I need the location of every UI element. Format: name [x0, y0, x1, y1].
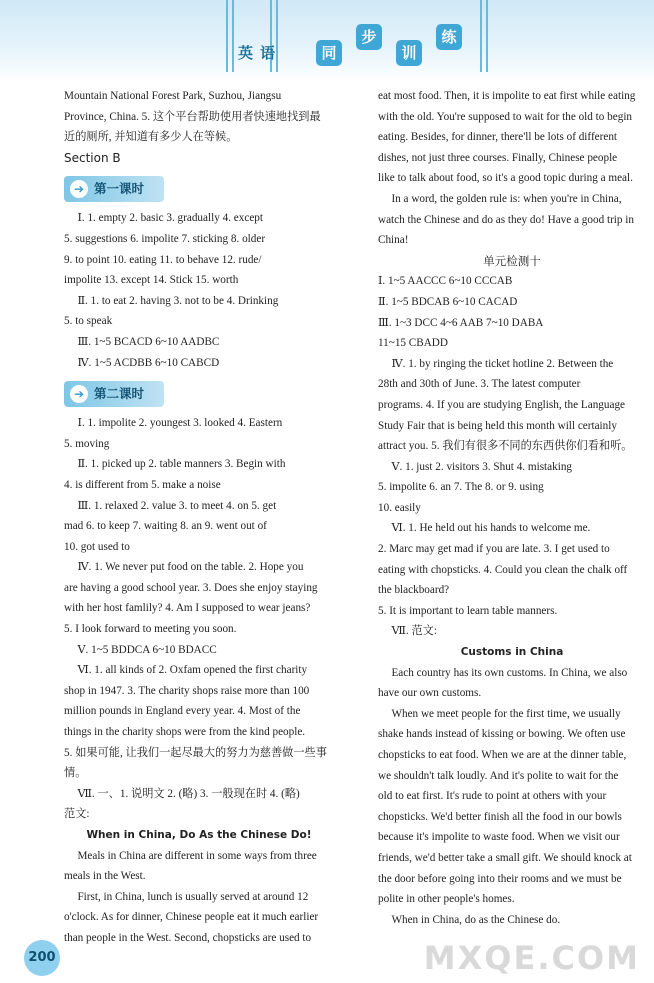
text-line: Meals in China are different in some ways from three [77, 849, 317, 862]
text-line: 10. easily [378, 501, 421, 514]
text-line: like to talk about food, so it's a good topic during a meal. [378, 172, 633, 185]
text-line: Ⅲ. 1. relaxed 2. value 3. to meet 4. on 5. get [77, 499, 277, 512]
header-char-box: 练 [436, 24, 462, 50]
text-line: 4. is different from 5. make a noise [64, 478, 221, 491]
lesson-1-banner [64, 176, 164, 202]
text-line: million pounds in England every year. 4. Most of the [64, 705, 301, 718]
header-char-box: 同 [316, 40, 342, 66]
text-line: Ⅶ. 一、1. 说明文 2. (略) 3. 一般现在时 4. (略) [77, 787, 300, 800]
text-line: 5. I look forward to meeting you soon. [64, 623, 237, 636]
header-rule [480, 0, 482, 72]
text-line: because it's impolite to waste food. When we visit our [378, 831, 620, 844]
text-line: Mountain National Forest Park, Suzhou, Jiangsu [64, 90, 282, 102]
text-line: In a word, the golden rule is: when you're in China, [391, 192, 622, 205]
text-line: 范文: [64, 808, 90, 821]
text-line: shake hands instead of kissing or bowing. We often use [378, 728, 626, 741]
text-line: 28th and 30th of June. 3. The latest computer [378, 378, 581, 391]
text-line: dishes, not just three courses. Finally, Chinese people [378, 151, 618, 164]
text-line: China! [378, 234, 409, 247]
text-line: with the old. You're supposed to wait for the old to begin [378, 110, 633, 123]
text-line: have our own customs. [378, 687, 482, 700]
text-line: When in China, do as the Chinese do. [391, 913, 561, 926]
page-header [0, 0, 654, 82]
text-line: we shouldn't talk loudly. And it's polite to wait for the [378, 769, 619, 782]
text-line: Ⅶ. 范文: [391, 625, 437, 638]
text-line: Ⅱ. 1~5 BDCAB 6~10 CACAD [378, 295, 518, 308]
text-line: 5. to speak [64, 315, 113, 328]
header-rule [486, 0, 488, 72]
header-rule [226, 0, 228, 72]
text-line: Ⅵ. 1. all kinds of 2. Oxfam opened the first charity [77, 664, 308, 677]
header-rule [232, 0, 234, 72]
text-line: programs. 4. If you are studying English, the Language [378, 398, 625, 411]
text-line: o'clock. As for dinner, Chinese people eat it much earlier [64, 911, 319, 924]
header-char-box: 训 [396, 40, 422, 66]
unit-test-title: 单元检测十 [483, 253, 541, 268]
text-line: Ⅵ. 1. He held out his hands to welcome me. [391, 522, 591, 535]
text-line: eat most food. Then, it is impolite to eat first while eating [378, 90, 636, 102]
essay-title: When in China, Do As the Chinese Do! [86, 829, 312, 841]
text-line: Each country has its own customs. In China, we also [391, 666, 628, 679]
text-line: Ⅱ. 1. to eat 2. having 3. not to be 4. Drinking [77, 294, 279, 307]
text-line: 9. to point 10. eating 11. to behave 12. rude/ [64, 253, 262, 266]
text-line: eating. Besides, for dinner, there'll be lots of different [378, 131, 618, 144]
text-line: than people in the West. Second, chopsticks are used to [64, 931, 312, 944]
text-line: Ⅱ. 1. picked up 2. table manners 3. Begin with [77, 458, 286, 471]
text-line: 5. moving [64, 437, 110, 450]
header-rule [276, 0, 278, 72]
text-line: 5. impolite 6. an 7. The 8. or 9. using [378, 481, 544, 494]
right-column [378, 86, 646, 930]
header-char-box: 步 [356, 24, 382, 50]
text-line: impolite 13. except 14. Stick 15. worth [64, 274, 239, 287]
text-line: with her host famlily? 4. Am I supposed to wear jeans? [64, 602, 311, 615]
text-line: 近的厕所, 并知道有多少人在等候。 [64, 131, 238, 144]
text-line: attract you. 5. 我们有很多不同的东西供你们看和听。 [378, 440, 633, 453]
lesson-2-banner [64, 381, 164, 407]
text-line: are having a good school year. 3. Does she enjoy staying [64, 581, 318, 594]
essay-title: Customs in China [460, 646, 564, 659]
text-line: polite in other people's homes. [378, 893, 515, 906]
text-line: friends, we'd better take a small gift. We should knock at [378, 851, 632, 864]
text-line: Ⅳ. 1. by ringing the ticket hotline 2. Between the [391, 357, 614, 370]
text-line: things in the charity shops were from the kind people. [64, 726, 306, 739]
text-line: Ⅲ. 1~3 DCC 4~6 AAB 7~10 DABA [378, 316, 544, 329]
header-char: 语 [260, 44, 276, 62]
text-line: Ⅳ. 1~5 ACDBB 6~10 CABCD [77, 356, 220, 369]
arrow-right-icon: ➔ [70, 385, 88, 403]
text-line: Ⅰ. 1~5 AACCC 6~10 CCCAB [378, 275, 513, 288]
text-line: Ⅳ. 1. We never put food on the table. 2. Hope you [77, 561, 304, 574]
text-line: meals in the West. [64, 870, 146, 883]
text-line: Ⅲ. 1~5 BCACD 6~10 AADBC [77, 335, 220, 348]
section-title: Section B [64, 150, 121, 165]
text-line: Ⅰ. 1. impolite 2. youngest 3. looked 4. Eastern [77, 417, 283, 430]
text-line: mad 6. to keep 7. waiting 8. an 9. went out of [64, 520, 267, 533]
text-line: 5. It is important to learn table manners. [378, 604, 558, 617]
text-line: Province, China. 5. 这个平台帮助使用者快速地找到最 [64, 110, 321, 123]
header-char: 英 [238, 44, 254, 62]
text-line: chopsticks. We'd better finish all the food in our bowls [378, 810, 622, 823]
text-line: 5. 如果可能, 让我们一起尽最大的努力为慈善做一些事情。 [64, 746, 327, 780]
text-line: Ⅴ. 1~5 BDDCA 6~10 BDACC [77, 643, 217, 656]
text-line: Ⅴ. 1. just 2. visitors 3. Shut 4. mistaking [391, 460, 573, 473]
text-line: the blackboard? [378, 584, 450, 597]
arrow-right-icon: ➔ [70, 180, 88, 198]
left-column [64, 86, 334, 949]
lesson-2-label: 第二课时 [94, 385, 145, 401]
text-line: watch the Chinese and do as they do! Have a good trip in [378, 213, 635, 226]
text-line: Study Fair that is being held this month will certainly [378, 419, 617, 432]
text-line: 5. suggestions 6. impolite 7. sticking 8. older [64, 232, 266, 245]
page-number: 200 [24, 940, 60, 976]
text-line: 2. Marc may get mad if you are late. 3. I get used to [378, 543, 610, 556]
text-line: eating with chopsticks. 4. Could you clean the chalk off [378, 563, 628, 576]
text-line: shop in 1947. 3. The charity shops raise more than 100 [64, 684, 310, 697]
text-line: Ⅰ. 1. empty 2. basic 3. gradually 4. except [77, 212, 263, 225]
text-line: the door before going into their rooms and we must be [378, 872, 622, 885]
text-line: 11~15 CBADD [378, 337, 448, 350]
text-line: 10. got used to [64, 540, 130, 553]
watermark: MXQE.COM [423, 939, 640, 977]
text-line: old to eat first. It's rude to point at others with your [378, 790, 607, 803]
text-line: First, in China, lunch is usually served at around 12 [77, 890, 309, 903]
text-line: chopsticks to eat food. When we are at the dinner table, [378, 749, 627, 761]
text-line: When we meet people for the first time, we usually [391, 707, 621, 720]
lesson-1-label: 第一课时 [94, 181, 145, 197]
